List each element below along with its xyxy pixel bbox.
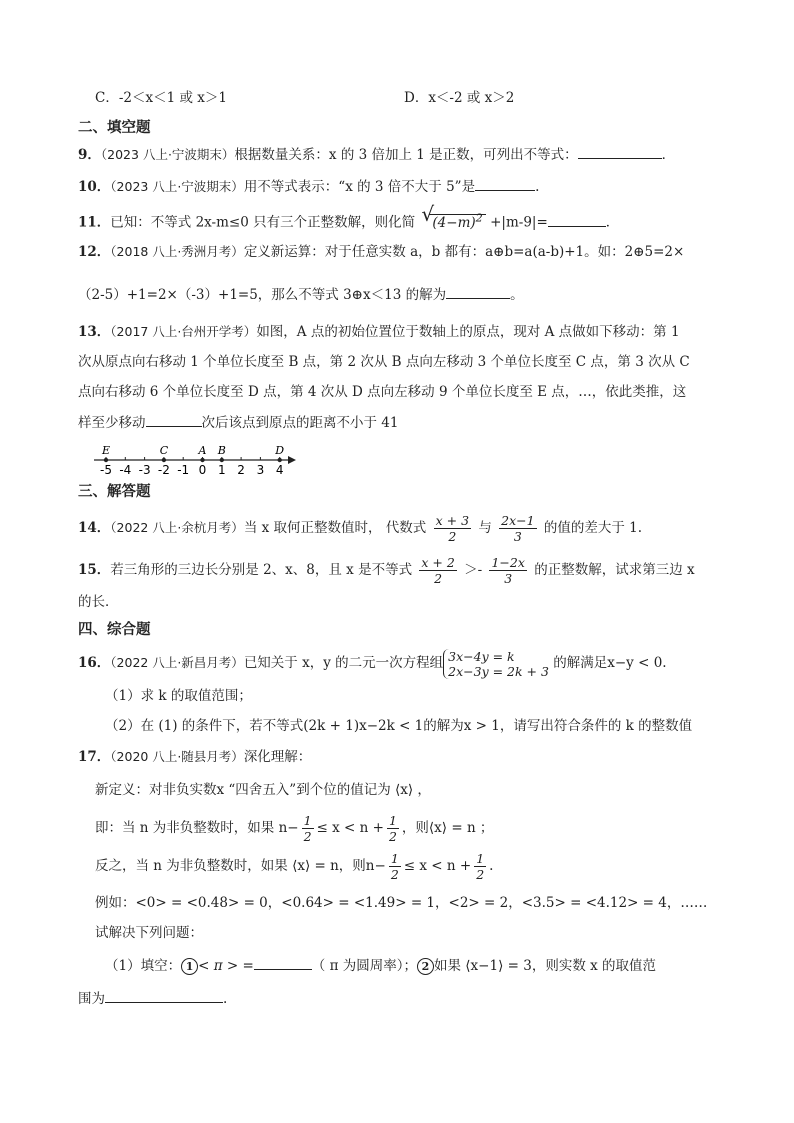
point-label: C [159,444,169,457]
question-text: 的解满足x−y < 0. [553,655,667,671]
fraction-half: $\frac{1}{2}$ [390,851,399,882]
radical-sign: √ [421,202,435,226]
fraction-2: $\frac{2x-1}{3}$ [501,513,535,544]
point-marker [278,458,282,462]
question-text: 定义新运算：对于任意实数 a，b 都有：a⊕b=a(a-b)+1。如：2⊕5=2× [243,244,685,260]
question-13-line2: 次从原点向右移动 1 个单位长度至 B 点，第 2 次从 B 点向左移动 3 个单位长度至 C 点，第 3 次从 C [78,354,690,370]
section-fill-blank-heading: 二、填空题 [78,120,151,136]
question-12 [78,242,684,262]
question-text-after: +|m-9|= [490,214,548,231]
question-17-part1: （1）填空： 1 < π > = （ π 为圆周率）； 2 如果 ⟨x−1⟩ = 3，则实数 x 的取值范 [105,955,656,976]
question-text: 次后该点到原点的距离不小于 41 [201,415,399,431]
question-text: 与 [478,520,492,536]
question-text: 当 x 取何正整数值时， 代数式 [243,520,427,536]
question-15 [78,554,695,586]
fraction-1: $\frac{x + 2}{2}$ [421,555,455,586]
question-13 [78,322,680,342]
question-number: 10． [78,179,111,195]
point-marker [220,458,224,462]
question-text: 根据数量关系：x 的 3 倍加上 1 是正数，可列出不等式： [234,147,578,163]
radicand: (4−m) [432,214,476,231]
tick-label: -3 [138,463,151,477]
answer-blank[interactable] [548,212,606,227]
option-c: C．-2＜x＜1 或 x＞1 [95,90,227,106]
option-d: D．x＜-2 或 x＞2 [404,90,515,106]
question-17-line1: 即：当 n 为非负整数时，如果 n− $\frac{1}{2}$ ≤ x < n + $\frac{1}{2}$ ，则⟨x⟩ = n ； [95,813,494,844]
question-10 [78,176,539,197]
question-source: （2020 八上·随县月考） [110,749,244,764]
tick-label: 3 [256,463,265,477]
answer-blank[interactable] [446,284,510,299]
question-source: （2022 八上·新昌月考） [110,655,244,670]
point-label: E [101,444,111,457]
question-13-line4 [78,412,398,433]
question-text: ＞- [464,562,483,578]
tick-label: 2 [237,463,245,477]
question-17-prompt: 试解决下列问题： [95,925,203,941]
section-comprehensive-heading: 四、综合题 [78,622,151,638]
question-14 [78,512,642,544]
fraction-half: $\frac{1}{2}$ [388,813,397,844]
question-11 [78,202,620,233]
tick-label: -1 [177,463,190,477]
question-source: （2018 八上·秀洲月考） [110,244,244,259]
question-16 [78,646,667,680]
question-15-line2: 的长． [78,594,119,610]
exponent: 2 [475,211,483,224]
question-text: 已知：不等式 2x-m≤0 只有三个正整数解，则化简 [110,214,416,231]
question-end: ． [661,147,676,163]
question-number: 16． [78,655,111,671]
question-number: 13． [78,324,111,340]
question-17-definition: 新定义：对非负实数x “四舍五入”到个位的值记为 ⟨x⟩ ， [95,782,431,798]
tick-label: 1 [217,463,226,477]
question-end: . [535,179,540,195]
question-end: 。 [510,287,524,303]
point-marker [162,458,166,462]
question-source: （2017 八上·台州开学考） [110,324,257,339]
question-13-line3: 点向右移动 6 个单位长度至 D 点，第 4 次从 D 点向左移动 9 个单位长度至 E 点，…，依此类推，这 [78,384,687,400]
question-source: （2023 八上·宁波期末） [110,179,244,194]
tick-label: 4 [275,463,284,477]
question-17-example: 例如：<0> = <0.48> = 0，<0.64> = <1.49> = 1，<2> = 2，<3.5> = <4.12> = 4，…… [95,895,708,911]
equation-system: 3x−4y = k 2x−3y = 2k + 3 [443,649,549,679]
question-text: 若三角形的三边长分别是 2、x、8，且 x 是不等式 [110,562,413,578]
fraction-half: $\frac{1}{2}$ [303,813,312,844]
answer-blank[interactable] [146,412,202,427]
fraction-1: $\frac{x + 3}{2}$ [435,513,470,544]
axis-arrow [288,456,296,464]
answer-blank[interactable] [254,955,312,970]
point-label: B [217,444,226,457]
number-line-figure [92,444,302,480]
tick-labels [100,463,284,477]
point-marker [104,458,108,462]
question-text: （2-5）+1=2×（-3）+1=5，那么不等式 3⊕x＜13 的解为 [78,287,447,303]
tick-label: -2 [157,463,170,477]
question-text: 深化理解： [243,749,312,765]
question-number: 14． [78,520,111,536]
answer-blank[interactable] [578,144,662,159]
question-text: 样至少移动 [78,415,146,431]
answer-blank[interactable] [105,988,223,1003]
question-text: 用不等式表示：“x 的 3 倍不大于 5”是 [243,179,476,195]
point-marker [200,458,204,462]
question-12-line2 [78,284,524,305]
question-end: ． [605,214,620,231]
question-16-part2: （2）在 (1) 的条件下，若不等式(2k + 1)x−2k < 1的解为x > 1，请写出符合条件的 k 的整数值 [105,718,693,734]
circled-number-1: 1 [181,958,198,975]
answer-blank[interactable] [475,176,535,191]
fraction-half: $\frac{1}{2}$ [476,851,485,882]
question-17-part1-line2: 围为 . [78,988,227,1009]
tick-label: 0 [198,463,207,477]
question-number: 12． [78,244,111,260]
question-text: 的正整数解，试求第三边 x [534,562,695,578]
question-number: 15． [78,562,111,578]
question-number: 9． [78,147,101,163]
point-label: A [198,444,207,457]
question-number: 17． [78,749,111,765]
fraction-2: $\frac{1-2x}{3}$ [491,555,525,586]
point-label: D [275,444,285,457]
question-17-line2: 反之，当 n 为非负整数时，如果 ⟨x⟩ = n，则n− $\frac{1}{2}$ ≤ x < n + $\frac{1}{2}$ . [95,851,494,882]
square-root-expression [421,202,485,233]
circled-number-2: 2 [417,958,434,975]
question-text: 如图，A 点的初始位置位于数轴上的原点，现对 A 点做如下移动：第 1 [256,324,680,340]
question-9 [78,144,675,165]
question-source: （2022 八上·余杭月考） [110,520,244,535]
section-answer-heading: 三、解答题 [78,484,151,500]
question-text: 的值的差大于 1. [543,520,643,536]
tick-label: -5 [100,463,112,477]
question-16-part1: （1）求 k 的取值范围； [105,688,252,704]
question-source: （2023 八上·宁波期末） [100,147,235,162]
question-17 [78,747,311,767]
tick-label: -4 [119,463,132,477]
question-number: 11． [78,214,111,231]
question-text: 已知关于 x，y 的二元一次方程组 [243,655,444,671]
